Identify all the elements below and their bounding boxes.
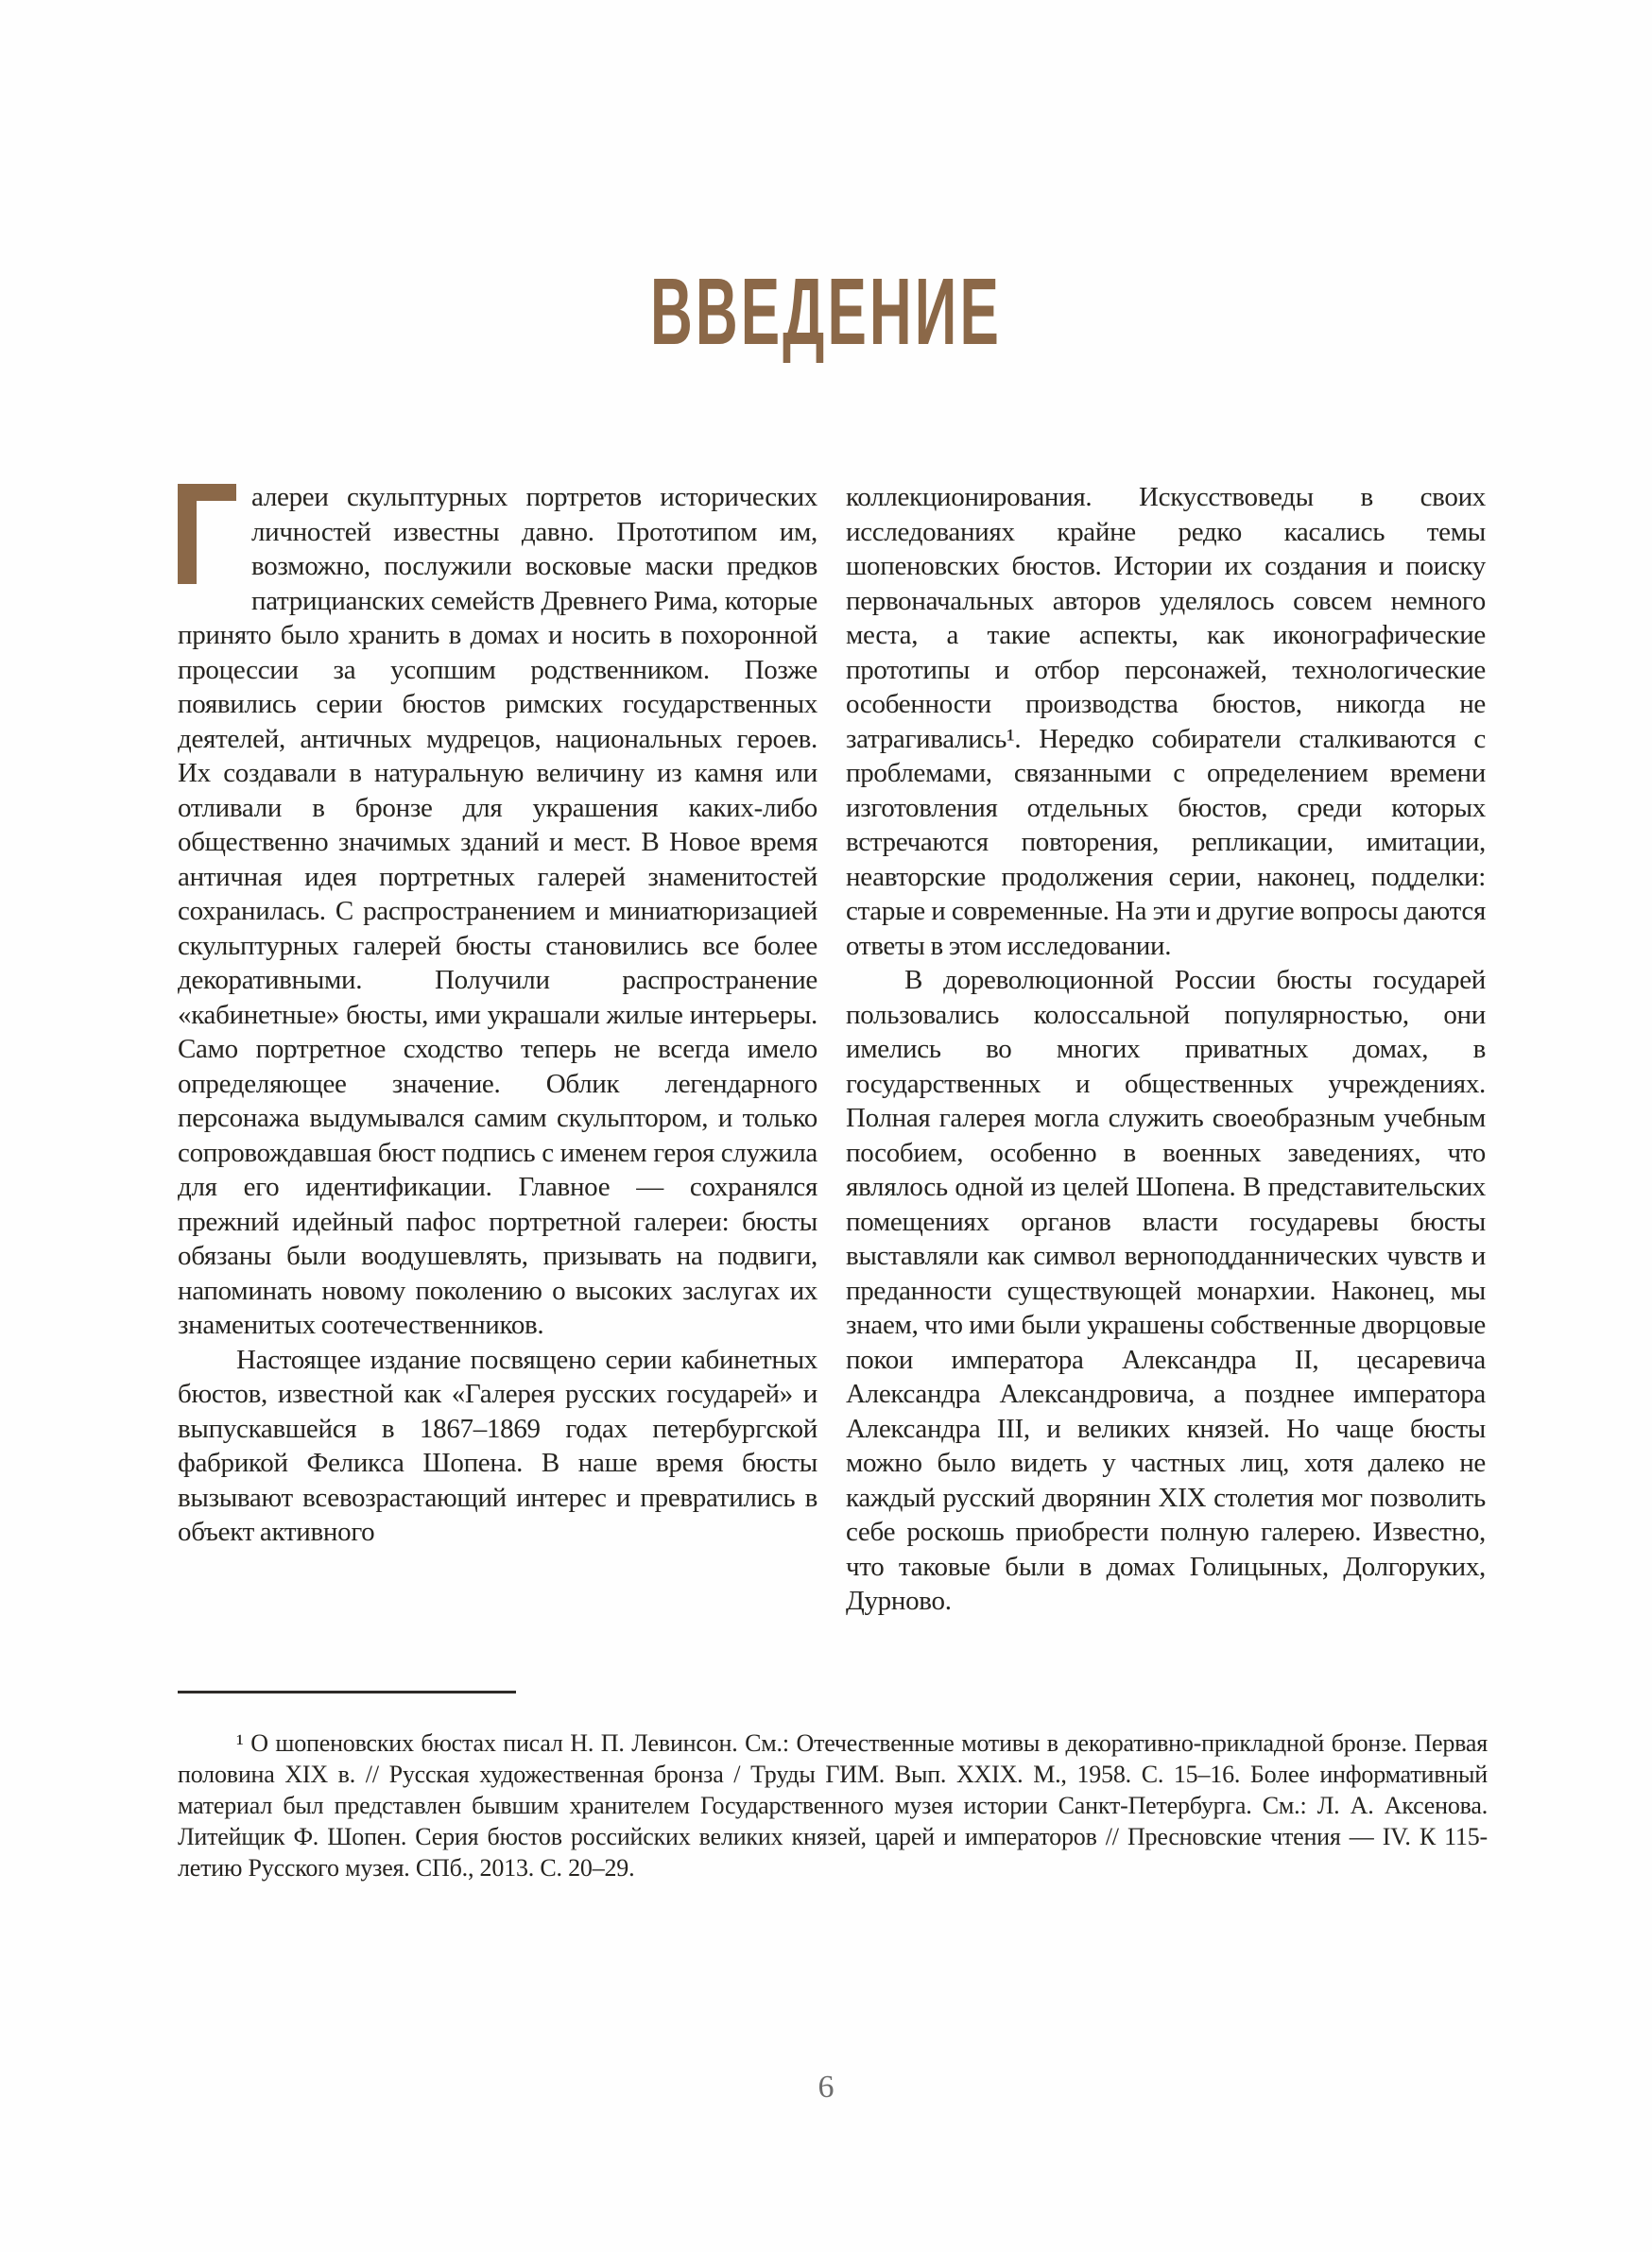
footnote-divider <box>178 1691 516 1693</box>
drop-cap <box>178 484 236 584</box>
chapter-title-wrap <box>0 259 1652 365</box>
paragraph <box>178 1343 817 1550</box>
left-column <box>178 480 817 1619</box>
paragraph <box>178 480 817 1343</box>
right-column <box>846 480 1486 1619</box>
paragraph-text: коллекционирования. Искусствоведы в своих исследованиях крайне редко касались темы шопеновских бюстов. Истории их создания и поиску первоначальных авторов уделялось совсем немного места, а такие аспекты, как иконографические прототипы и отбор персонажей, технологические особенности производства бюстов, никогда не затрагивались¹. Нередко собиратели сталкиваются с проблемами, связанными с определением времени изготовления отдельных бюстов, среди которых встречаются повторения, репликации, имитации, неавторские продолжения серии, наконец, подделки: старые и современные. На эти и другие вопросы даются ответы в этом исследовании. <box>846 482 1486 961</box>
page-number: 6 <box>817 2070 835 2105</box>
body-columns <box>178 480 1486 1619</box>
paragraph-text: Настоящее издание посвящено серии кабинетных бюстов, известной как «Галерея русских государей» и выпускавшейся в 1867–1869 годах петербургской фабрикой Феликса Шопена. В наше время бюсты вызывают всевозрастающий интерес и превратились в объект активного <box>178 1344 817 1547</box>
page-title: ВВЕДЕНИЕ <box>650 259 1002 365</box>
paragraph-text: алереи скульптурных портретов исторических личностей известны давно. Прототипом им, возможно, послужили восковые маски предков патрицианских семейств Древнего Рима, которые принято было хранить в домах и носить в похоронной процессии за усопшим родственником. Позже появились серии бюстов римских государственных деятелей, античных мудрецов, национальных героев. Их создавали в натуральную величину из камня или отливали в бронзе для украшения каких-либо общественно значимых зданий и мест. В Новое время античная идея портретных галерей знаменитостей сохранилась. С распространением и миниатюризацией скульптурных галерей бюсты становились все более декоративными. Получили распространение «кабинетные» бюсты, ими украшали жилые интерьеры. Само портретное сходство теперь не всегда имело определяющее значение. Облик легендарного персонажа выдумывался самим скульптором, и только сопровождавшая бюст подпись с именем героя служила для его идентификации. Главное — сохранялся прежний идейный пафос портретной галереи: бюсты обязаны были воодушевлять, призывать на подвиги, напоминать новому поколению о высоких заслугах их знаменитых соотечественников. <box>178 482 817 1340</box>
paragraph-text: В дореволюционной России бюсты государей пользовались колоссальной популярностью, они имелись во многих приватных домах, в государственных и общественных учреждениях. Полная галерея могла служить своеобразным учебным пособием, особенно в военных заведениях, что являлось одной из целей Шопена. В представительских помещениях органов власти государевы бюсты выставляли как символ верноподданнических чувств и преданности существующей монархии. Наконец, мы знаем, что ими были украшены собственные дворцовые покои императора Александра II, цесаревича Александра Александровича, а позднее императора Александра III, и великих князей. Но чаще бюсты можно было видеть у частных лиц, хотя далеко не каждый русский дворянин XIX столетия мог позволить себе роскошь приобрести полную галерею. Известно, что таковые были в домах Голицыных, Долгоруких, Дурново. <box>846 965 1486 1616</box>
paragraph <box>846 480 1486 963</box>
paragraph <box>846 963 1486 1619</box>
footnote-text: ¹ О шопеновских бюстах писал Н. П. Левинсон. См.: Отечественные мотивы в декоративно-прикладной бронзе. Первая половина XIX в. // Русская художественная бронза / Труды ГИМ. Вып. XXIX. М., 1958. С. 15–16. Более информативный материал был представлен бывшим хранителем Государственного музея истории Санкт-Петербурга. См.: Л. А. Аксенова. Литейщик Ф. Шопен. Серия бюстов российских великих князей, царей и императоров // Пресновские чтения — IV. К 115-летию Русского музея. СПб., 2013. С. 20–29. <box>178 1729 1488 1882</box>
